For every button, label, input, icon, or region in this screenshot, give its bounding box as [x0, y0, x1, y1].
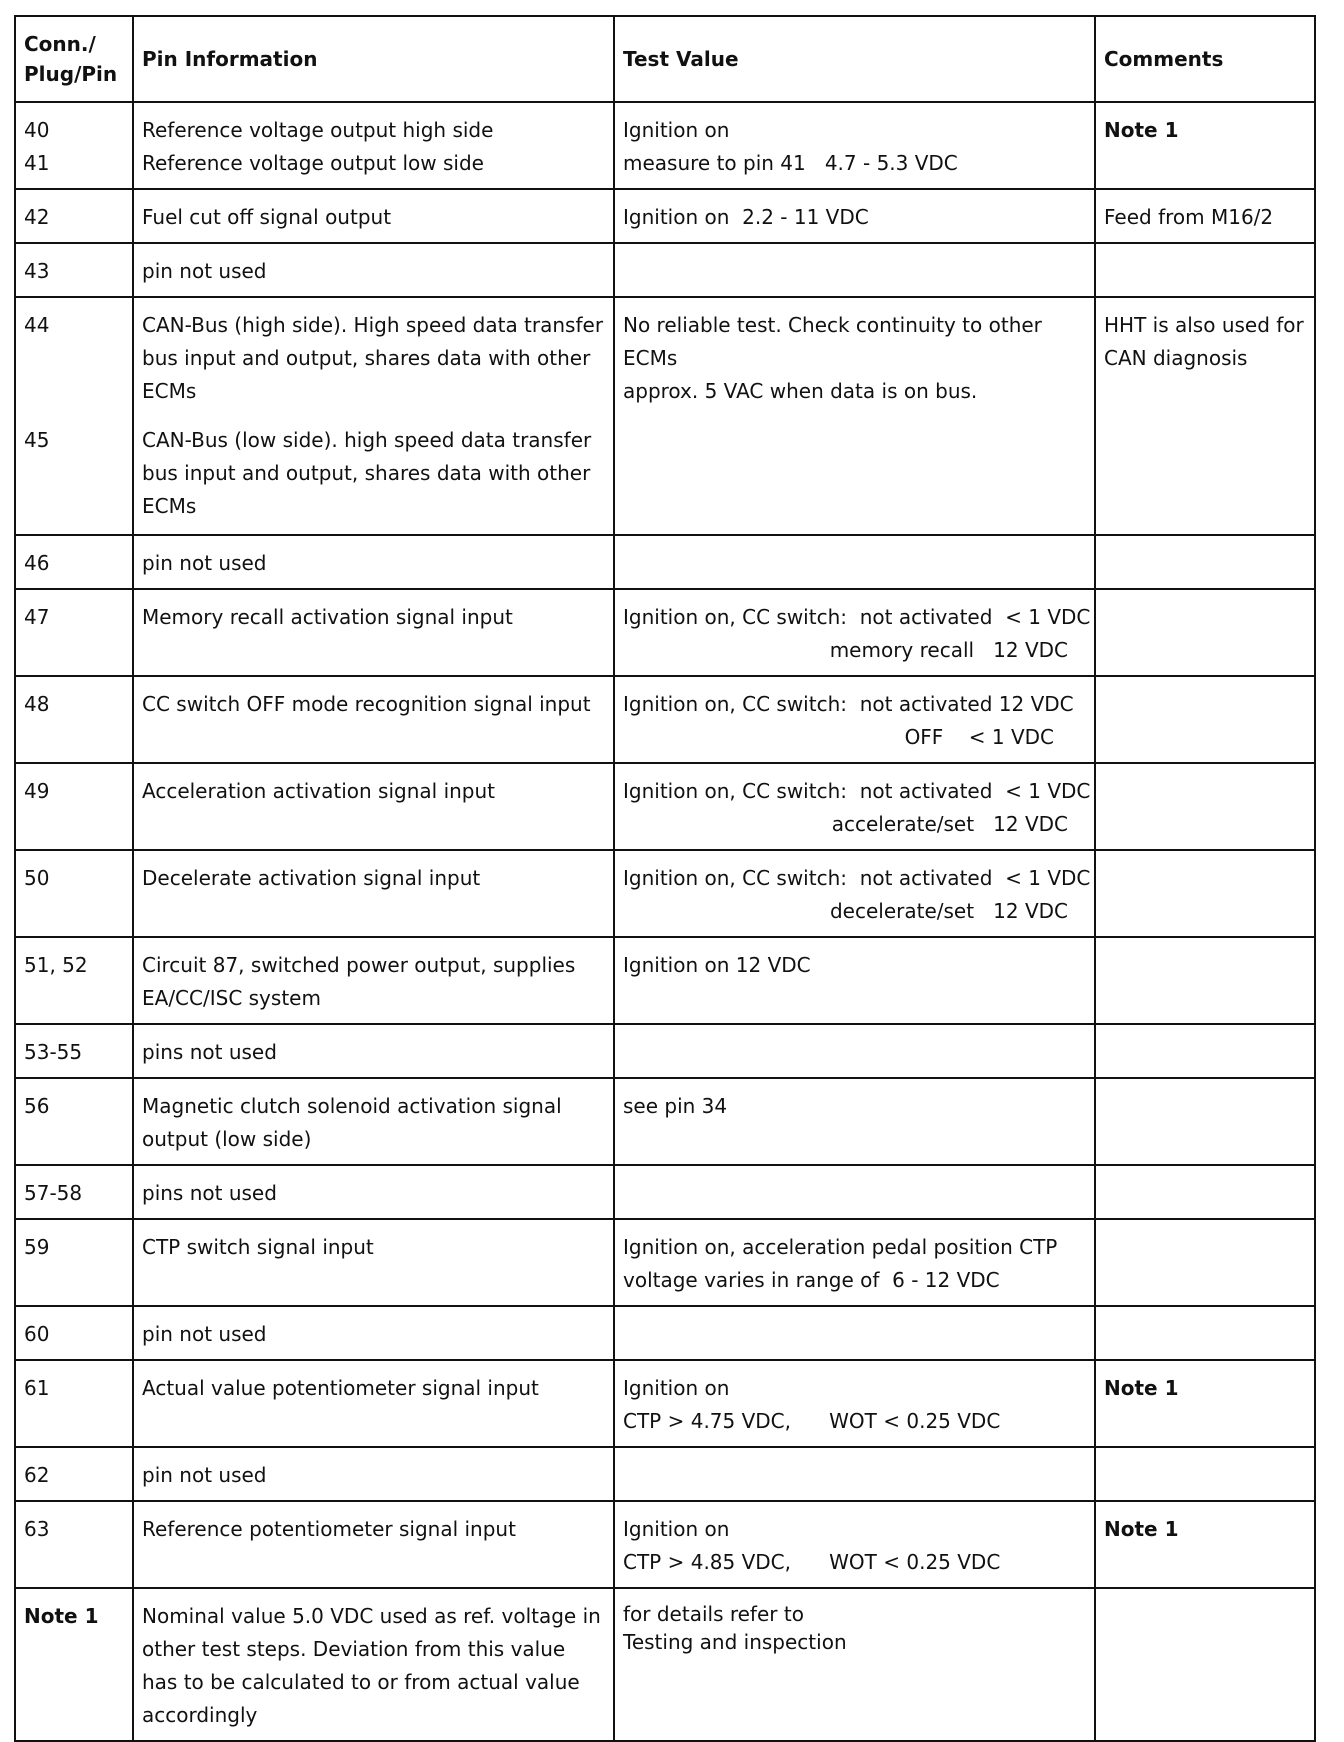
comment: Note 1 — [1104, 1517, 1179, 1541]
comment — [1095, 1447, 1315, 1501]
pin-cell — [15, 102, 133, 189]
pin-info: Reference voltage output high side — [142, 118, 494, 142]
test-value: decelerate/set 12 VDC — [829, 899, 1068, 923]
header-test-value: Test Value — [614, 16, 1095, 102]
document-page — [14, 15, 1316, 1742]
pin-info: CC switch OFF mode recognition signal input — [133, 676, 614, 763]
test-value: for details refer to — [623, 1602, 804, 1626]
comment — [1095, 1078, 1315, 1165]
table-row — [15, 1501, 1315, 1588]
pin-number: 60 — [15, 1306, 133, 1360]
comment — [1095, 535, 1315, 589]
test-value: Ignition on — [623, 1376, 730, 1400]
pin-info: Actual value potentiometer signal input — [133, 1360, 614, 1447]
test-value — [614, 535, 1095, 589]
pin-number: 49 — [15, 763, 133, 850]
test-value — [614, 1165, 1095, 1219]
pin-info: CAN-Bus (low side). high speed data transfer bus input and output, shares data with other ECMs — [142, 428, 592, 518]
test-value: No reliable test. Check continuity to other ECMs — [623, 313, 1042, 370]
pin-number: 48 — [15, 676, 133, 763]
pin-table — [14, 15, 1316, 1742]
pin-info: Memory recall activation signal input — [133, 589, 614, 676]
pin-number: 61 — [15, 1360, 133, 1447]
test-cell — [614, 297, 1095, 535]
pin-number: 43 — [15, 243, 133, 297]
test-cell — [614, 1360, 1095, 1447]
table-row — [15, 1078, 1315, 1165]
comment — [1095, 1588, 1315, 1741]
pin-number: 42 — [15, 189, 133, 243]
table-row — [15, 1024, 1315, 1078]
test-cell — [614, 676, 1095, 763]
test-cell — [614, 589, 1095, 676]
table-row — [15, 937, 1315, 1024]
test-value: Ignition on, CC switch: not activated < 1 VDC — [623, 866, 1091, 890]
pin-info: Magnetic clutch solenoid activation signal output (low side) — [133, 1078, 614, 1165]
pin-info: pins not used — [133, 1165, 614, 1219]
comment: Feed from M16/2 — [1095, 189, 1315, 243]
comment: HHT is also used for CAN diagnosis — [1095, 297, 1315, 535]
comment: Note 1 — [1104, 118, 1179, 142]
test-value: measure to pin 41 4.7 - 5.3 VDC — [623, 151, 958, 175]
header-comments: Comments — [1095, 16, 1315, 102]
table-row — [15, 1447, 1315, 1501]
pin-info: CTP switch signal input — [133, 1219, 614, 1306]
table-row — [15, 850, 1315, 937]
table-row — [15, 189, 1315, 243]
pin-info: pin not used — [133, 1306, 614, 1360]
comment — [1095, 937, 1315, 1024]
pin-number: 57-58 — [15, 1165, 133, 1219]
table-row — [15, 297, 1315, 535]
pin-info: pin not used — [133, 535, 614, 589]
table-row — [15, 535, 1315, 589]
header-conn: Conn./ Plug/Pin — [15, 16, 133, 102]
pin-number: 53-55 — [15, 1024, 133, 1078]
comment — [1095, 763, 1315, 850]
note-text: Nominal value 5.0 VDC used as ref. voltage in other test steps. Deviation from this value has to be calculated to or from actual value accordingly — [133, 1588, 614, 1741]
test-value: Ignition on — [623, 1517, 730, 1541]
pin-number: 40 — [24, 118, 50, 142]
comment — [1095, 676, 1315, 763]
pin-info: Reference potentiometer signal input — [133, 1501, 614, 1588]
test-cell — [614, 1501, 1095, 1588]
test-cell — [614, 102, 1095, 189]
table-row — [15, 763, 1315, 850]
comment-cell — [1095, 1501, 1315, 1588]
table-row — [15, 1219, 1315, 1306]
test-value — [614, 1306, 1095, 1360]
pin-info: Circuit 87, switched power output, supplies EA/CC/ISC system — [133, 937, 614, 1024]
pin-number: 45 — [24, 428, 50, 452]
pin-info: pin not used — [133, 243, 614, 297]
table-row — [15, 676, 1315, 763]
test-value: Ignition on, CC switch: not activated < 1 VDC — [623, 779, 1091, 803]
test-cell — [614, 850, 1095, 937]
comment — [1095, 1165, 1315, 1219]
comment-cell — [1095, 102, 1315, 189]
test-value: memory recall 12 VDC — [829, 638, 1068, 662]
test-value — [614, 1447, 1095, 1501]
test-cell — [614, 1219, 1095, 1306]
test-value: accelerate/set 12 VDC — [831, 812, 1068, 836]
test-value: see pin 34 — [614, 1078, 1095, 1165]
pin-number: 50 — [15, 850, 133, 937]
comment — [1095, 1306, 1315, 1360]
test-value — [614, 1024, 1095, 1078]
comment — [1095, 243, 1315, 297]
test-value: Ignition on 12 VDC — [614, 937, 1095, 1024]
test-value: Testing and inspection — [623, 1630, 847, 1654]
table-row — [15, 243, 1315, 297]
test-value: Ignition on, CC switch: not activated 12 VDC — [623, 692, 1074, 716]
table-row — [15, 102, 1315, 189]
comment — [1095, 850, 1315, 937]
test-value: Ignition on 2.2 - 11 VDC — [614, 189, 1095, 243]
test-cell — [614, 1588, 1095, 1741]
pin-info: pins not used — [133, 1024, 614, 1078]
pin-number: 62 — [15, 1447, 133, 1501]
pin-info: Reference voltage output low side — [142, 151, 484, 175]
comment — [1095, 1219, 1315, 1306]
comment: Note 1 — [1104, 1376, 1179, 1400]
test-value — [614, 243, 1095, 297]
info-cell — [133, 297, 614, 535]
pin-cell — [15, 297, 133, 535]
pin-info: Acceleration activation signal input — [133, 763, 614, 850]
pin-info: pin not used — [133, 1447, 614, 1501]
test-value: OFF < 1 VDC — [904, 725, 1054, 749]
pin-number: 59 — [15, 1219, 133, 1306]
table-row-note — [15, 1588, 1315, 1741]
pin-number: 51, 52 — [15, 937, 133, 1024]
pin-info: Decelerate activation signal input — [133, 850, 614, 937]
table-row — [15, 1165, 1315, 1219]
test-cell — [614, 763, 1095, 850]
pin-number: 44 — [24, 313, 50, 337]
comment-cell — [1095, 1360, 1315, 1447]
pin-number: 63 — [15, 1501, 133, 1588]
comment — [1095, 589, 1315, 676]
test-value: approx. 5 VAC when data is on bus. — [623, 379, 978, 403]
test-value: CTP > 4.75 VDC, WOT < 0.25 VDC — [623, 1409, 1001, 1433]
pin-info: CAN-Bus (high side). High speed data transfer bus input and output, shares data with other ECMs — [142, 313, 604, 403]
test-value: Ignition on, acceleration pedal position CTP — [623, 1235, 1058, 1259]
pin-number: 47 — [15, 589, 133, 676]
table-header-row — [15, 16, 1315, 102]
pin-info: Fuel cut off signal output — [133, 189, 614, 243]
info-cell — [133, 102, 614, 189]
table-row — [15, 1360, 1315, 1447]
pin-number: 41 — [24, 151, 50, 175]
header-pin-information: Pin Information — [133, 16, 614, 102]
test-value: Ignition on — [623, 118, 730, 142]
pin-number: 56 — [15, 1078, 133, 1165]
test-value: CTP > 4.85 VDC, WOT < 0.25 VDC — [623, 1550, 1001, 1574]
table-row — [15, 589, 1315, 676]
test-value: voltage varies in range of 6 - 12 VDC — [623, 1268, 1000, 1292]
test-value: Ignition on, CC switch: not activated < 1 VDC — [623, 605, 1091, 629]
comment — [1095, 1024, 1315, 1078]
pin-number: 46 — [15, 535, 133, 589]
table-row — [15, 1306, 1315, 1360]
note-label: Note 1 — [15, 1588, 133, 1741]
